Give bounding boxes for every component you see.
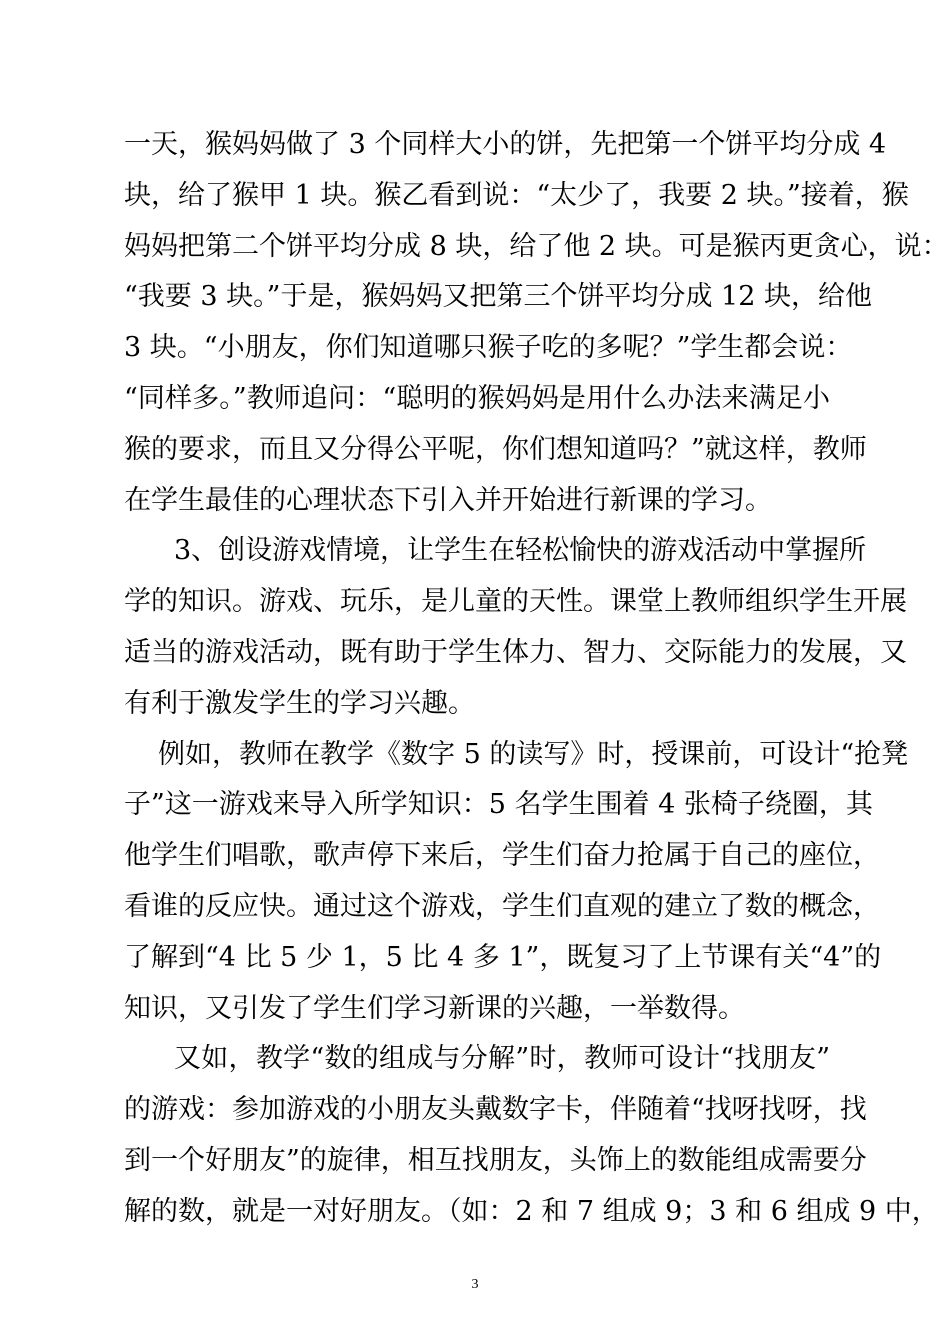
text-line: 的游戏：参加游戏的小朋友头戴数字卡，伴随着“找呀找呀，找 xyxy=(124,1094,867,1126)
text-line: 看谁的反应快。通过这个游戏，学生们直观的建立了数的概念， xyxy=(124,890,880,922)
text-line: “我要 3 块。”于是，猴妈妈又把第三个饼平均分成 12 块，给他 xyxy=(124,281,872,313)
page-number: 3 xyxy=(471,1277,479,1292)
paragraph-start-line: 例如，教师在教学《数字 5 的读写》时，授课前，可设计“抢凳 xyxy=(158,738,909,770)
text-line: 在学生最佳的心理状态下引入并开始进行新课的学习。 xyxy=(124,484,772,516)
text-line: 学的知识。游戏、玩乐，是儿童的天性。课堂上教师组织学生开展 xyxy=(124,586,907,618)
text-line: “同样多。”教师追问：“聪明的猴妈妈是用什么办法来满足小 xyxy=(124,382,830,414)
text-line: 了解到“4 比 5 少 1，5 比 4 多 1”，既复习了上节课有关“4”的 xyxy=(124,941,882,973)
text-line: 解的数，就是一对好朋友。（如：2 和 7 组成 9；3 和 6 组成 9 中， xyxy=(124,1195,939,1227)
text-line: 到一个好朋友”的旋律，相互找朋友，头饰上的数能组成需要分 xyxy=(124,1144,867,1176)
text-line: 适当的游戏活动，既有助于学生体力、智力、交际能力的发展，又 xyxy=(124,636,907,668)
document-body xyxy=(124,127,949,1245)
text-line: 一天，猴妈妈做了 3 个同样大小的饼，先把第一个饼平均分成 4 xyxy=(124,129,887,160)
text-line: 3 块。“小朋友，你们知道哪只猴子吃的多呢？”学生都会说： xyxy=(124,332,853,364)
text-line: 子”这一游戏来导入所学知识：5 名学生围着 4 张椅子绕圈，其 xyxy=(124,789,873,821)
text-line: 猴的要求，而且又分得公平呢，你们想知道吗？”就这样，教师 xyxy=(124,433,867,465)
text-line: 块，给了猴甲 1 块。猴乙看到说：“太少了，我要 2 块。”接着，猴 xyxy=(124,179,909,211)
text-line: 知识，又引发了学生们学习新课的兴趣，一举数得。 xyxy=(124,992,745,1024)
paragraph-start-line: 又如，教学“数的组成与分解”时，教师可设计“找朋友” xyxy=(174,1043,830,1075)
paragraph-start-line: 3、创设游戏情境，让学生在轻松愉快的游戏活动中掌握所 xyxy=(174,535,867,567)
text-line: 他学生们唱歌，歌声停下来后，学生们奋力抢属于自己的座位， xyxy=(124,840,880,872)
text-line: 妈妈把第二个饼平均分成 8 块，给了他 2 块。可是猴丙更贪心，说： xyxy=(124,230,949,262)
text-line: 有利于激发学生的学习兴趣。 xyxy=(124,687,475,719)
